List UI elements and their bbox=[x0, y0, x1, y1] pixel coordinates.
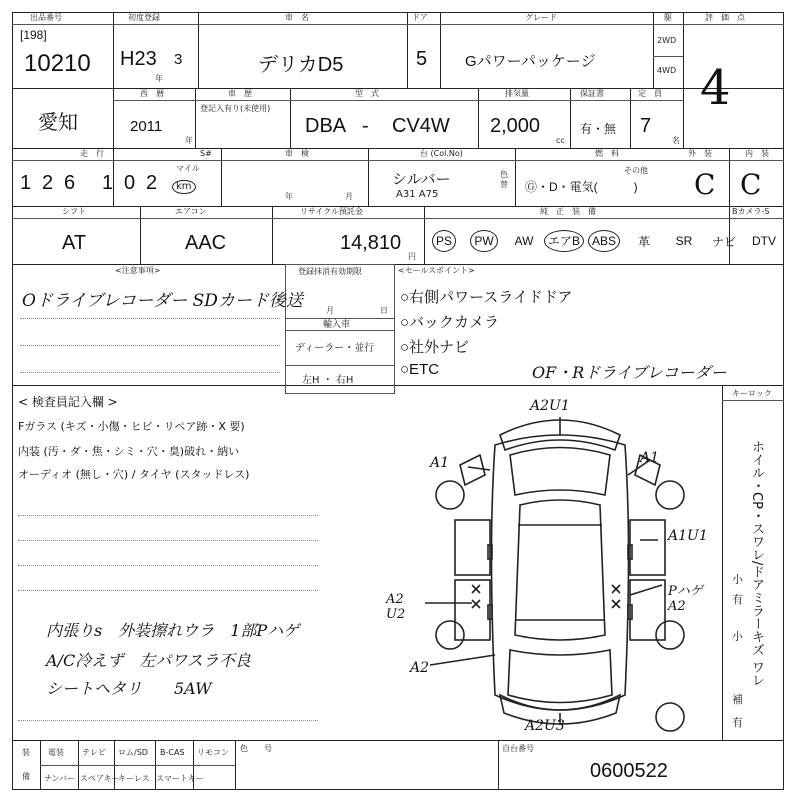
row-divider bbox=[12, 206, 784, 207]
col-divider bbox=[290, 88, 291, 148]
note-line bbox=[18, 540, 318, 541]
steering-value: 左H ・ 右H bbox=[302, 375, 354, 386]
inspector-title: < 検査員記入欄 > bbox=[18, 395, 118, 409]
wheel-small: 小 bbox=[732, 630, 743, 643]
exterior-grade: C bbox=[694, 168, 716, 201]
roof-shape bbox=[515, 500, 605, 640]
shaken-year: 年 bbox=[285, 192, 293, 201]
rating-value: 4 bbox=[700, 60, 731, 116]
note-line bbox=[18, 565, 318, 566]
equipment-row bbox=[424, 218, 784, 264]
note-line bbox=[18, 720, 318, 721]
sales-point: ○右側パワースライドドア bbox=[400, 289, 573, 306]
keyless-label: Bカメラ-S bbox=[732, 207, 770, 216]
auto-number: 0600522 bbox=[590, 760, 668, 782]
equipment-item bbox=[464, 218, 504, 264]
col-divider bbox=[729, 148, 730, 206]
capacity-label: 定 員 bbox=[638, 89, 662, 98]
equipment-item bbox=[624, 218, 664, 264]
model-label: 型 式 bbox=[355, 89, 379, 98]
color-value: シルバー bbox=[392, 171, 451, 188]
car-name-label: 車 名 bbox=[285, 13, 309, 22]
equipment-item bbox=[424, 218, 464, 264]
damage-mark bbox=[612, 585, 620, 593]
leader-line bbox=[430, 655, 495, 665]
sales-title: <セールスポイント> bbox=[398, 266, 475, 275]
interior-label: 内 装 bbox=[745, 149, 769, 158]
equipment-item bbox=[544, 218, 584, 264]
col-divider bbox=[235, 740, 236, 790]
equipment-label: DTV bbox=[752, 234, 776, 248]
mileage-label: 走 行 bbox=[80, 149, 104, 158]
col-divider bbox=[570, 88, 571, 148]
warranty-value: 有・無 bbox=[580, 122, 617, 136]
caution-text: Oドライブレコーダー SDカード後送 bbox=[22, 291, 303, 311]
left-door-front bbox=[455, 520, 490, 575]
shift-value: AT bbox=[62, 232, 87, 254]
recycle-value: 14,810 bbox=[340, 232, 402, 254]
capacity-unit: 名 bbox=[672, 136, 680, 145]
footer-item: B-CAS bbox=[160, 748, 185, 757]
displacement-label: 排気量 bbox=[505, 89, 529, 98]
damage-label: A2 U2 bbox=[386, 592, 406, 622]
import-value: ディーラー・並行 bbox=[295, 343, 375, 354]
damage-label: A2U1 bbox=[530, 398, 570, 414]
reg-divider bbox=[285, 330, 395, 331]
exhibit-number: 10210 bbox=[24, 50, 91, 77]
rating-label: 評 価 点 bbox=[705, 13, 745, 22]
first-reg-unit: 年 bbox=[155, 74, 163, 83]
auto-number-label: 自台番号 bbox=[502, 744, 534, 753]
audio-line: オーディオ (無し・穴) / タイヤ (スタッドレス) bbox=[18, 468, 250, 481]
inspection-label: 車 歴 bbox=[228, 89, 252, 98]
footer-item: キーレス bbox=[118, 774, 150, 783]
damage-mark bbox=[612, 600, 620, 608]
equipment-label: AW bbox=[514, 234, 534, 248]
wheel-rr bbox=[656, 621, 684, 649]
drive-label: 駆 bbox=[664, 13, 672, 22]
sales-extra: OF・Rドライブレコーダー bbox=[532, 363, 727, 382]
col-divider bbox=[515, 148, 516, 206]
rear-shape bbox=[508, 650, 612, 703]
footer-item: スマートキー bbox=[156, 774, 204, 783]
drive-4wd: 4WD bbox=[657, 66, 677, 75]
mileage-digit: 6 bbox=[64, 172, 76, 194]
keylock-divider bbox=[722, 400, 784, 401]
mileage-digit: 0 bbox=[124, 172, 136, 194]
color-code: A31 A75 bbox=[396, 189, 439, 200]
right-door-front bbox=[630, 520, 665, 575]
footer-col-label: 装 bbox=[22, 748, 30, 757]
mileage-digit: 1 bbox=[102, 172, 114, 194]
displacement-value: 2,000 bbox=[490, 115, 541, 137]
sales-point: ○バックカメラ bbox=[400, 314, 500, 331]
interior-grade: C bbox=[740, 168, 762, 201]
equipment-item bbox=[504, 218, 544, 264]
equipment-item bbox=[744, 218, 784, 264]
damage-label: A2U3 bbox=[525, 718, 565, 734]
inspection-note: 登記入有り(未使用) bbox=[200, 104, 271, 113]
import-title: 輸入車 bbox=[323, 320, 351, 330]
wheel-small: 有 bbox=[732, 593, 743, 606]
wheel-small: 小 bbox=[732, 573, 743, 586]
equipment-label: PW bbox=[470, 230, 497, 252]
wheel-fl bbox=[436, 481, 464, 509]
drive-2wd: 2WD bbox=[657, 36, 677, 45]
col-divider bbox=[630, 88, 631, 148]
label-band bbox=[12, 160, 784, 161]
mileage-unit-km: km bbox=[172, 180, 196, 194]
reg-divider bbox=[285, 318, 395, 319]
wheel-side-text: ホイル・CP・スワレ/ドアミラーキズ ワレ bbox=[749, 440, 764, 687]
mileage-digit: 1 bbox=[20, 172, 32, 194]
color-side: 色替 bbox=[500, 170, 508, 189]
row-divider bbox=[12, 264, 784, 265]
color-label: 台 (Col.No) bbox=[420, 149, 463, 158]
col-divider bbox=[683, 12, 684, 148]
recycle-label: リサイクル預託金 bbox=[300, 207, 363, 216]
damage-mark bbox=[472, 600, 480, 608]
row-divider bbox=[12, 88, 784, 89]
col-divider bbox=[478, 88, 479, 148]
equipment-label: 純 正 装 備 bbox=[540, 207, 596, 216]
footer-divider bbox=[40, 765, 235, 766]
col-divider bbox=[272, 206, 273, 264]
footer-item: テレビ bbox=[82, 748, 106, 757]
mileage-digit: 2 bbox=[42, 172, 54, 194]
sales-point: ○社外ナビ bbox=[400, 339, 470, 356]
capacity-value: 7 bbox=[640, 115, 652, 137]
footer-item: 電装 bbox=[48, 748, 64, 757]
footer-item: ロム/SD bbox=[118, 748, 148, 757]
left-door-rear bbox=[455, 580, 490, 640]
handwritten-line: シートヘタリ 5AW bbox=[46, 679, 212, 698]
side-divider bbox=[722, 385, 723, 740]
keylock-label: キーロック bbox=[732, 389, 772, 398]
first-reg-label: 初度登録 bbox=[128, 13, 160, 22]
wheel-small: 有 bbox=[732, 716, 743, 729]
aircon-value: AAC bbox=[185, 232, 227, 254]
drive-divider bbox=[653, 56, 683, 57]
fuel-value: Ⓖ・D・電気( ) bbox=[525, 180, 638, 194]
handwritten-line: 内張りs 外装擦れウラ 1部Pハゲ bbox=[46, 621, 300, 640]
damage-label: PハゲA2 bbox=[668, 584, 703, 614]
label-band bbox=[12, 24, 784, 25]
grade-value: Gパワーパッケージ bbox=[465, 53, 596, 70]
year-unit: 年 bbox=[185, 136, 193, 145]
color-number-label: 色 号 bbox=[240, 744, 272, 753]
model-dash: - bbox=[362, 115, 369, 137]
model-prefix: DBA bbox=[305, 115, 347, 137]
wheel-rl bbox=[436, 621, 464, 649]
note-line bbox=[20, 318, 280, 319]
equipment-label: 革 bbox=[637, 234, 650, 249]
footer-item: スペアキー bbox=[80, 774, 120, 783]
aircon-label: エアコン bbox=[175, 207, 207, 216]
mileage-digit: 2 bbox=[146, 172, 158, 194]
hood-shape bbox=[510, 448, 610, 496]
car-name: デリカD5 bbox=[258, 54, 344, 76]
equipment-label: ABS bbox=[588, 230, 620, 252]
equipment-item bbox=[704, 218, 744, 264]
leader-line bbox=[468, 467, 490, 470]
recycle-unit: 円 bbox=[408, 252, 416, 261]
col-divider bbox=[221, 148, 222, 206]
glass-line: Fガラス (キズ・小傷・ヒビ・リペア跡・X 要) bbox=[18, 420, 245, 433]
wheel-small: 補 bbox=[732, 693, 743, 706]
year-value: 2011 bbox=[130, 118, 163, 135]
note-line bbox=[18, 590, 318, 591]
equipment-item bbox=[664, 218, 704, 264]
footer-item: ナンバー bbox=[44, 774, 76, 783]
shift-label: シフト bbox=[62, 207, 86, 216]
damage-label: A2 bbox=[410, 660, 430, 676]
model-code: CV4W bbox=[392, 115, 450, 137]
shaken-label: 車 検 bbox=[285, 149, 309, 158]
footer-item: リモコン bbox=[197, 748, 229, 757]
s-mark-label: S# bbox=[200, 149, 212, 158]
equipment-label: ナビ bbox=[711, 234, 736, 249]
damage-label: A1 bbox=[430, 455, 450, 471]
row-divider bbox=[12, 385, 784, 386]
warranty-label: 保証書 bbox=[580, 89, 604, 98]
equipment-item bbox=[584, 218, 624, 264]
footer-col-label: 備 bbox=[22, 772, 30, 781]
displacement-unit: cc bbox=[556, 136, 565, 145]
mileage-unit-mile: マイル bbox=[176, 164, 200, 173]
first-reg-month: 3 bbox=[174, 51, 183, 68]
note-line bbox=[18, 515, 318, 516]
col-divider bbox=[498, 740, 499, 790]
equipment-label: エアB bbox=[544, 230, 584, 252]
col-divider bbox=[368, 148, 369, 206]
location: 愛知 bbox=[38, 112, 78, 134]
damage-label: A1U1 bbox=[668, 528, 708, 544]
grade-label: グレード bbox=[525, 13, 557, 22]
spare-wheel bbox=[656, 703, 684, 731]
equipment-label: PS bbox=[432, 230, 456, 252]
exhibit-bracket: [198] bbox=[20, 28, 47, 42]
first-reg-era: H23 bbox=[120, 48, 157, 70]
col-divider bbox=[195, 88, 196, 148]
registration-day: 日 bbox=[380, 306, 388, 315]
col-divider bbox=[113, 12, 114, 206]
exterior-label: 外 装 bbox=[688, 149, 712, 158]
reg-divider bbox=[285, 365, 395, 366]
row-divider bbox=[12, 148, 784, 149]
leader-line bbox=[630, 585, 662, 595]
note-line bbox=[20, 372, 280, 373]
col-divider bbox=[140, 206, 141, 264]
sales-point: ○ETC bbox=[400, 361, 440, 378]
wheel-fr bbox=[656, 481, 684, 509]
registration-title: 登録抹消有効期限 bbox=[298, 267, 362, 276]
exhibit-label: 出品番号 bbox=[30, 13, 62, 22]
caution-title: <注意事項> bbox=[115, 266, 161, 275]
label-band bbox=[113, 100, 683, 101]
note-line bbox=[20, 345, 280, 346]
row-divider bbox=[12, 740, 784, 741]
fuel-label: 燃 料 bbox=[595, 149, 619, 158]
registration-month: 月 bbox=[326, 306, 334, 315]
damage-label: A1 bbox=[640, 450, 660, 466]
shaken-month: 月 bbox=[345, 192, 353, 201]
car-diagram bbox=[400, 395, 720, 740]
handwritten-line: A/C冷えず 左パワスラ不良 bbox=[46, 651, 251, 670]
equipment-label: SR bbox=[675, 234, 693, 248]
doors-label: ドア bbox=[412, 13, 428, 22]
fuel-other: その他 bbox=[624, 166, 648, 175]
year-label: 西 暦 bbox=[140, 89, 164, 98]
interior-line: 内装 (汚・ダ・焦・シミ・穴・臭)破れ・納い bbox=[18, 445, 240, 458]
damage-mark bbox=[472, 585, 480, 593]
doors-value: 5 bbox=[416, 48, 428, 70]
left-mirror bbox=[460, 455, 485, 485]
